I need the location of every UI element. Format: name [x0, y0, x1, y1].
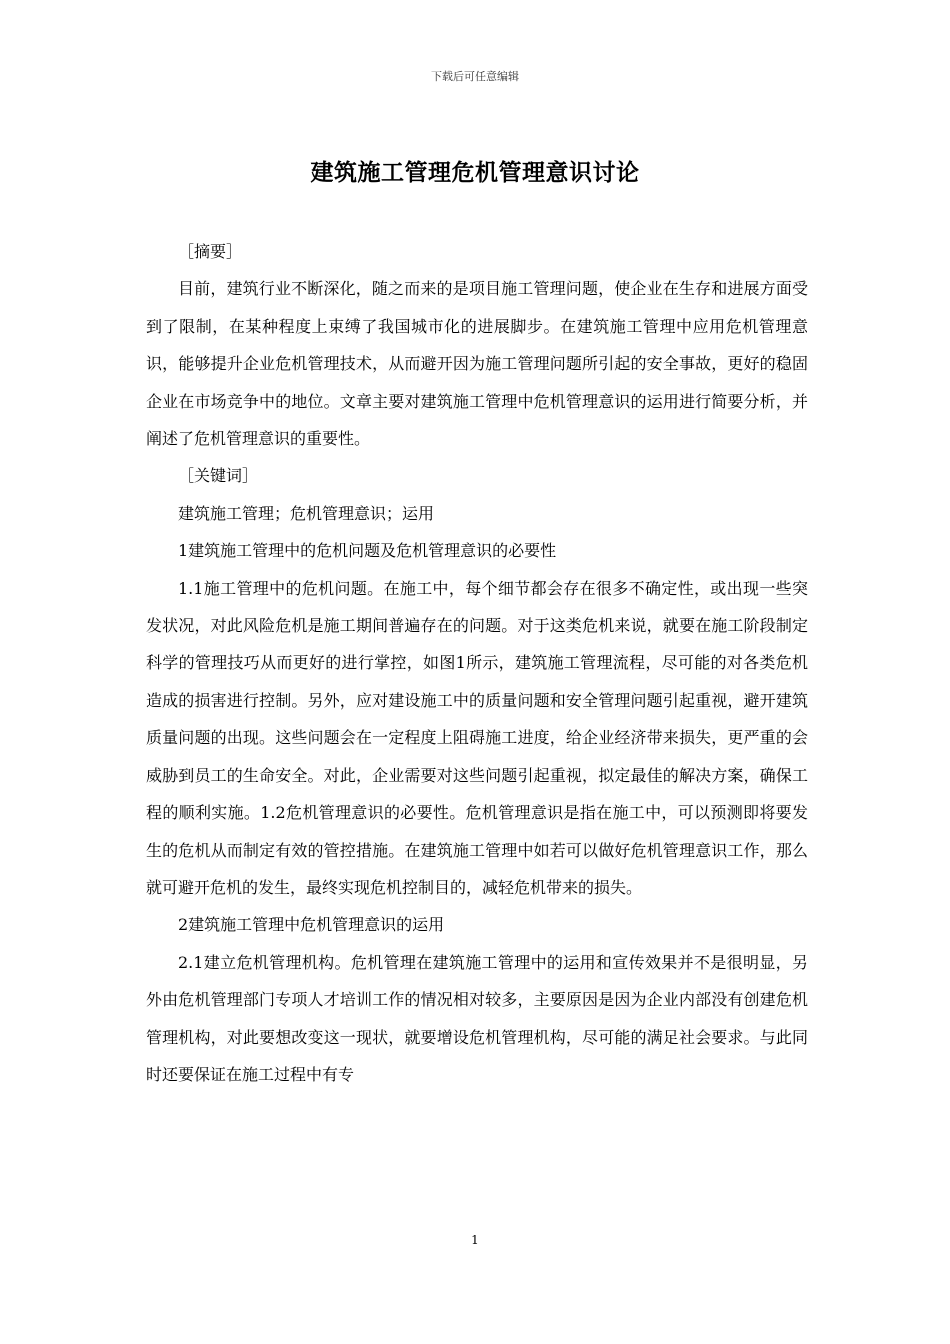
- section-2-heading: 2建筑施工管理中危机管理意识的运用: [178, 915, 445, 935]
- abstract-heading: ［摘要］: [178, 242, 243, 261]
- document-body: [146, 233, 808, 1093]
- header-note: 下载后可任意编辑: [431, 70, 519, 83]
- section-2-paragraph: 2.1建立危机管理机构。危机管理在建筑施工管理中的运用和宣传效果并不是很明显，另外由危机管理部门专项人才培训工作的情况相对较多，主要原因是因为企业内部没有创建危机管理机构，对此要想改变这一现状，就要增设危机管理机构，尽可能的满足社会要求。与此同时还要保证在施工过程中有专: [146, 952, 808, 1084]
- page-number: 1: [471, 1233, 479, 1247]
- keywords-paragraph: 建筑施工管理；危机管理意识；运用: [178, 503, 435, 523]
- document-title: 建筑施工管理危机管理意识讨论: [310, 159, 640, 186]
- abstract-paragraph: 目前，建筑行业不断深化，随之而来的是项目施工管理问题，使企业在生存和进展方面受到了限制，在某种程度上束缚了我国城市化的进展脚步。在建筑施工管理中应用危机管理意识，能够提升企业危机管理技术，从而避开因为施工管理问题所引起的安全事故，更好的稳固企业在市场竞争中的地位。文章主要对建筑施工管理中危机管理意识的运用进行简要分析，并阐述了危机管理意识的重要性。: [146, 279, 808, 449]
- section-1-paragraph: 1.1施工管理中的危机问题。在施工中，每个细节都会存在很多不确定性，或出现一些突发状况，对此风险危机是施工期间普遍存在的问题。对于这类危机来说，就要在施工阶段制定科学的管理技巧从而更好的进行掌控，如图1所示，建筑施工管理流程，尽可能的对各类危机造成的损害进行控制。另外，应对建设施工中的质量问题和安全管理问题引起重视，避开建筑质量问题的出现。这些问题会在一定程度上阻碍施工进度，给企业经济带来损失，更严重的会威胁到员工的生命安全。对此，企业需要对这些问题引起重视，拟定最佳的解决方案，确保工程的顺利实施。1.2危机管理意识的必要性。危机管理意识是指在施工中，可以预测即将要发生的危机从而制定有效的管控措施。在建筑施工管理中如若可以做好危机管理意识工作，那么就可避开危机的发生，最终实现危机控制目的，减轻危机带来的损失。: [146, 578, 808, 897]
- keywords-heading: ［关键词］: [178, 466, 259, 486]
- section-1-heading: 1建筑施工管理中的危机问题及危机管理意识的必要性: [178, 541, 557, 561]
